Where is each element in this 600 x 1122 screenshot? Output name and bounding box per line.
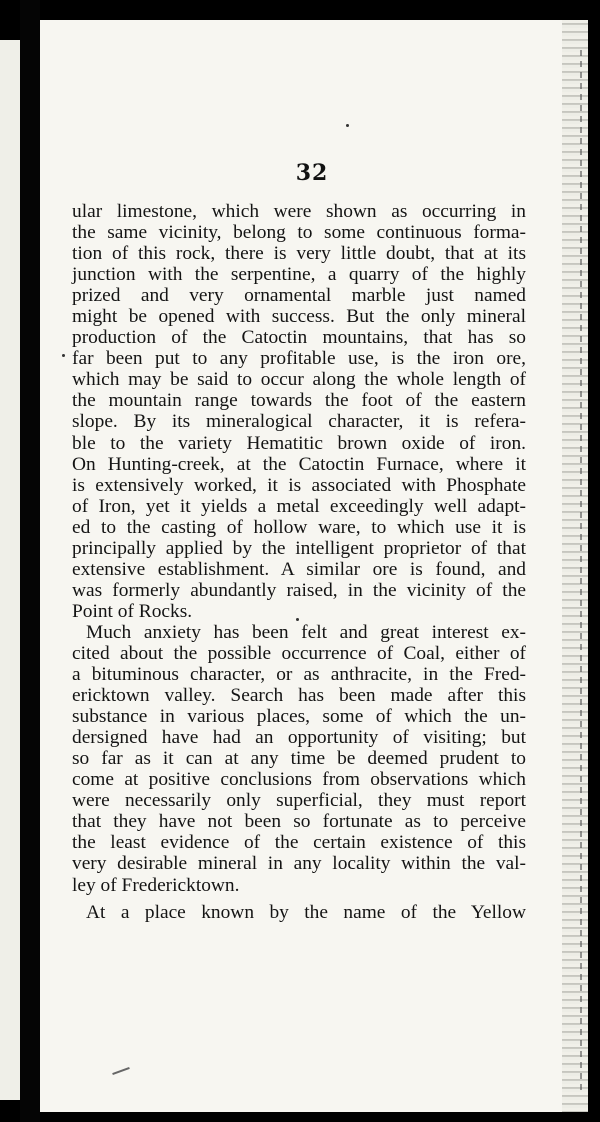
text-line: that they have not been so fortunate as to perceive	[72, 811, 526, 833]
text-line: is extensively worked, it is associated with Phosphate	[72, 474, 526, 496]
ink-speck	[62, 354, 65, 357]
text-line: which may be said to occur along the whole length of	[72, 369, 526, 391]
text-line: tion of this rock, there is very little doubt, that at its	[72, 243, 526, 265]
text-line: come at positive conclusions from observations which	[72, 769, 526, 791]
book-page	[40, 20, 588, 1112]
text-line: On Hunting-creek, at the Catoctin Furnace, where it	[72, 453, 526, 475]
text-line: the mountain range towards the foot of the eastern	[72, 390, 526, 412]
text-line: the same vicinity, belong to some continuous forma-	[72, 222, 526, 244]
text-line: ble to the variety Hematitic brown oxide of iron.	[72, 432, 526, 454]
text-line: might be opened with success. But the only mineral	[72, 306, 526, 328]
text-line: At a place known by the name of the Yellow	[86, 901, 526, 923]
text-line: were necessarily only superficial, they must report	[72, 790, 526, 812]
text-line: ley of Fredericktown.	[72, 874, 240, 896]
body-text	[72, 201, 526, 923]
text-line: ed to the casting of hollow ware, to which use it is	[72, 516, 526, 538]
text-line: cited about the possible occurrence of Coal, either of	[72, 642, 526, 664]
text-line: so far as it can at any time be deemed prudent to	[72, 748, 526, 770]
text-line: Point of Rocks.	[72, 600, 193, 622]
text-line: substance in various places, some of which the un-	[72, 706, 526, 728]
text-line: dersigned have had an opportunity of visiting; but	[72, 727, 526, 749]
text-line: ular limestone, which were shown as occurring in	[72, 201, 526, 222]
text-line: the least evidence of the certain existence of this	[72, 832, 526, 854]
text-line: was formerly abundantly raised, in the vicinity of the	[72, 579, 526, 601]
page-number: 32	[295, 160, 329, 186]
previous-page-edge	[0, 40, 20, 1100]
text-line: of Iron, yet it yields a metal exceedingly well adapt-	[72, 495, 526, 517]
page-fore-edge	[562, 20, 588, 1112]
text-line: principally applied by the intelligent proprietor of that	[72, 537, 526, 559]
page-fore-edge-shadow	[580, 50, 582, 1090]
text-line: junction with the serpentine, a quarry of the highly	[72, 264, 526, 286]
text-line: far been put to any profitable use, is the iron ore,	[72, 348, 526, 370]
stray-pen-mark	[112, 1067, 130, 1075]
ink-speck	[346, 124, 349, 127]
binding-gutter	[20, 0, 40, 1122]
text-line: a bituminous character, or as anthracite, in the Fred-	[72, 664, 526, 686]
text-line: extensive establishment. A similar ore is found, and	[72, 558, 526, 580]
text-line: Much anxiety has been felt and great interest ex-	[86, 621, 526, 643]
text-line: slope. By its mineralogical character, it is refera-	[72, 411, 526, 433]
text-line: ericktown valley. Search has been made after this	[72, 685, 526, 707]
text-line: very desirable mineral in any locality within the val-	[72, 853, 526, 875]
text-line: production of the Catoctin mountains, that has so	[72, 327, 526, 349]
text-line: prized and very ornamental marble just named	[72, 285, 526, 307]
